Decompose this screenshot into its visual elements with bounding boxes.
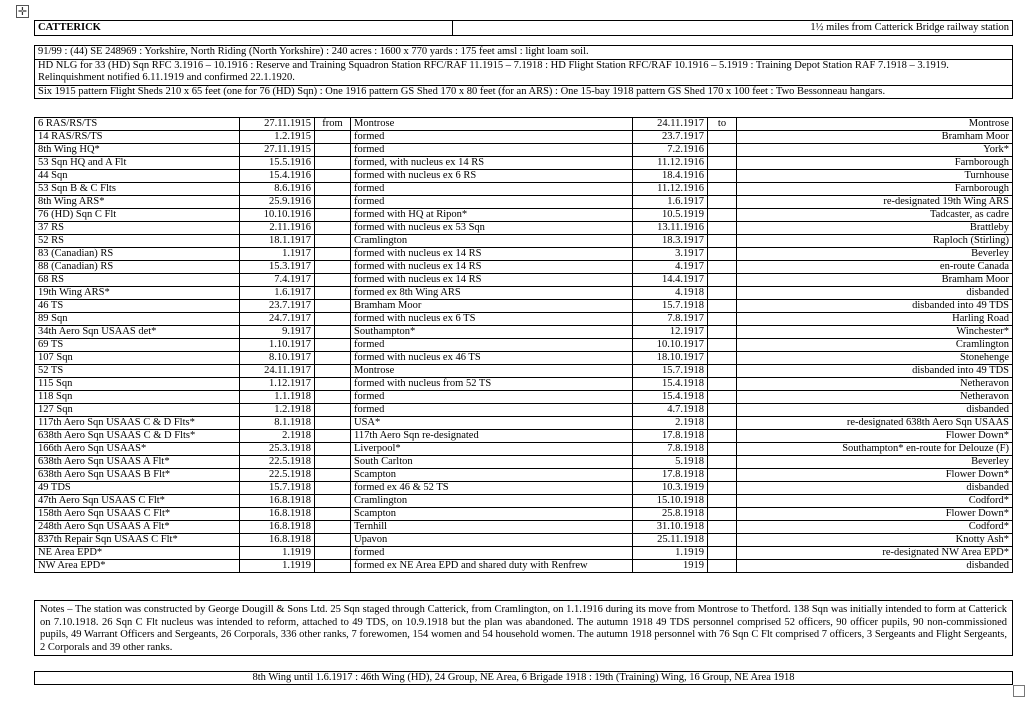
arrived-date-cell: 1.12.1917 bbox=[240, 378, 315, 391]
table-row bbox=[35, 365, 1013, 378]
to-label-cell bbox=[708, 404, 737, 417]
from-label-cell bbox=[315, 131, 351, 144]
source-cell: Liverpool* bbox=[351, 443, 633, 456]
destination-cell: Tadcaster, as cadre bbox=[737, 209, 1013, 222]
to-label-cell bbox=[708, 222, 737, 235]
destination-cell: Turnhouse bbox=[737, 170, 1013, 183]
destination-cell: disbanded bbox=[737, 482, 1013, 495]
table-row bbox=[35, 248, 1013, 261]
departed-date-cell: 17.8.1918 bbox=[633, 430, 708, 443]
table-row bbox=[35, 144, 1013, 157]
unit-cell: 83 (Canadian) RS bbox=[35, 248, 240, 261]
arrived-date-cell: 16.8.1918 bbox=[240, 521, 315, 534]
table-row bbox=[35, 261, 1013, 274]
table-row bbox=[35, 547, 1013, 560]
wing-group-history: 8th Wing until 1.6.1917 : 46th Wing (HD), 24 Group, NE Area, 6 Brigade 1918 : 19th (Training) Wing, 16 Group, NE Area 1918 bbox=[35, 672, 1013, 685]
departed-date-cell: 3.1917 bbox=[633, 248, 708, 261]
table-row bbox=[35, 391, 1013, 404]
from-label-cell bbox=[315, 287, 351, 300]
table-row bbox=[35, 287, 1013, 300]
source-cell: Scampton bbox=[351, 508, 633, 521]
unit-cell: 19th Wing ARS* bbox=[35, 287, 240, 300]
to-label-cell bbox=[708, 469, 737, 482]
departed-date-cell: 7.8.1918 bbox=[633, 443, 708, 456]
from-label-cell bbox=[315, 404, 351, 417]
unit-cell: 107 Sqn bbox=[35, 352, 240, 365]
from-label-cell bbox=[315, 235, 351, 248]
unit-cell: 14 RAS/RS/TS bbox=[35, 131, 240, 144]
to-label-cell: to bbox=[708, 118, 737, 131]
destination-cell: Southampton* en-route for Delouze (F) bbox=[737, 443, 1013, 456]
destination-cell: disbanded bbox=[737, 560, 1013, 573]
notes-text: Notes – The station was constructed by George Dougill & Sons Ltd. 25 Sqn staged through Catterick, from Cramlington, on 1.1.1916 during its move from Montrose to Thetford. 138 Sqn was initially intended to form at Catterick on 7.10.1918. 26 Sqn C Flt nucleus was intended to reform, attached to 49 TDS, on 10.9.1918 but the plan was abandoned. The autumn 1918 49 TDS personnel comprised 52 officers, 90 officer pupils, 90 non-commissioned pupils, 49 Warrant Officers and Sergeants, 26 Corporals, 336 other ranks, 7 forewomen, 154 women and 54 household women. The autumn 1918 personnel with 76 Sqn C Flt comprised 7 officers, 3 Sergeants and Flight Sergeants, 2 Corporals and 39 other ranks. bbox=[35, 601, 1013, 656]
arrived-date-cell: 16.8.1918 bbox=[240, 508, 315, 521]
source-cell: formed bbox=[351, 183, 633, 196]
departed-date-cell: 4.1918 bbox=[633, 287, 708, 300]
source-cell: USA* bbox=[351, 417, 633, 430]
destination-cell: Farnborough bbox=[737, 157, 1013, 170]
table-row bbox=[35, 521, 1013, 534]
arrived-date-cell: 1.6.1917 bbox=[240, 287, 315, 300]
unit-cell: NW Area EPD* bbox=[35, 560, 240, 573]
table-move-handle-icon[interactable]: ✛ bbox=[17, 5, 28, 18]
arrived-date-cell: 9.1917 bbox=[240, 326, 315, 339]
unit-cell: 47th Aero Sqn USAAS C Flt* bbox=[35, 495, 240, 508]
departed-date-cell: 18.3.1917 bbox=[633, 235, 708, 248]
to-label-cell bbox=[708, 274, 737, 287]
table-row bbox=[35, 170, 1013, 183]
source-cell: formed with nucleus ex 14 RS bbox=[351, 261, 633, 274]
from-label-cell bbox=[315, 248, 351, 261]
unit-cell: 6 RAS/RS/TS bbox=[35, 118, 240, 131]
from-label-cell bbox=[315, 417, 351, 430]
source-cell: Ternhill bbox=[351, 521, 633, 534]
arrived-date-cell: 10.10.1916 bbox=[240, 209, 315, 222]
arrived-date-cell: 24.7.1917 bbox=[240, 313, 315, 326]
arrived-date-cell: 8.1.1918 bbox=[240, 417, 315, 430]
arrived-date-cell: 24.11.1917 bbox=[240, 365, 315, 378]
table-row bbox=[35, 560, 1013, 573]
departed-date-cell: 25.8.1918 bbox=[633, 508, 708, 521]
table-row bbox=[35, 443, 1013, 456]
from-label-cell bbox=[315, 222, 351, 235]
source-cell: Cramlington bbox=[351, 235, 633, 248]
departed-date-cell: 10.3.1919 bbox=[633, 482, 708, 495]
departed-date-cell: 18.4.1916 bbox=[633, 170, 708, 183]
source-cell: Bramham Moor bbox=[351, 300, 633, 313]
destination-cell: Codford* bbox=[737, 521, 1013, 534]
table-row bbox=[35, 196, 1013, 209]
source-cell: formed with nucleus ex 14 RS bbox=[351, 248, 633, 261]
arrived-date-cell: 1.1917 bbox=[240, 248, 315, 261]
table-resize-handle-icon[interactable] bbox=[1013, 685, 1025, 697]
to-label-cell bbox=[708, 417, 737, 430]
destination-cell: disbanded into 49 TDS bbox=[737, 365, 1013, 378]
table-row bbox=[35, 534, 1013, 547]
destination-cell: Beverley bbox=[737, 456, 1013, 469]
unit-cell: 248th Aero Sqn USAAS A Flt* bbox=[35, 521, 240, 534]
header-table bbox=[34, 20, 1013, 36]
table-row bbox=[35, 508, 1013, 521]
destination-cell: Flower Down* bbox=[737, 469, 1013, 482]
from-label-cell bbox=[315, 144, 351, 157]
source-cell: Montrose bbox=[351, 118, 633, 131]
source-cell: formed bbox=[351, 131, 633, 144]
table-row bbox=[35, 352, 1013, 365]
departed-date-cell: 15.7.1918 bbox=[633, 365, 708, 378]
unit-cell: 53 Sqn HQ and A Flt bbox=[35, 157, 240, 170]
station-role-line: HD NLG for 33 (HD) Sqn RFC 3.1916 – 10.1916 : Reserve and Training Squadron Station RFC/RAF 11.1915 – 7.1918 : HD Flight Station RFC/RAF 10.1916 – 5.1919 : Training Depot Station RAF 7.1918 – 3.1919. Relinquishment notified 6.11.1919 and confirmed 22.1.1920. bbox=[35, 59, 1013, 85]
from-label-cell bbox=[315, 443, 351, 456]
from-label-cell bbox=[315, 482, 351, 495]
from-label-cell bbox=[315, 339, 351, 352]
to-label-cell bbox=[708, 391, 737, 404]
source-cell: formed with HQ at Ripon* bbox=[351, 209, 633, 222]
departed-date-cell: 11.12.1916 bbox=[633, 183, 708, 196]
table-row bbox=[35, 274, 1013, 287]
source-cell: formed ex 46 & 52 TS bbox=[351, 482, 633, 495]
destination-cell: en-route Canada bbox=[737, 261, 1013, 274]
arrived-date-cell: 1.1.1918 bbox=[240, 391, 315, 404]
to-label-cell bbox=[708, 157, 737, 170]
table-row bbox=[35, 482, 1013, 495]
unit-cell: 89 Sqn bbox=[35, 313, 240, 326]
from-label-cell bbox=[315, 430, 351, 443]
departed-date-cell: 4.1917 bbox=[633, 261, 708, 274]
from-label-cell bbox=[315, 378, 351, 391]
destination-cell: disbanded bbox=[737, 287, 1013, 300]
to-label-cell bbox=[708, 287, 737, 300]
departed-date-cell: 1.1919 bbox=[633, 547, 708, 560]
departed-date-cell: 15.4.1918 bbox=[633, 391, 708, 404]
table-row bbox=[35, 404, 1013, 417]
arrived-date-cell: 25.9.1916 bbox=[240, 196, 315, 209]
destination-cell: disbanded bbox=[737, 404, 1013, 417]
destination-cell: Bramham Moor bbox=[737, 131, 1013, 144]
source-cell: formed bbox=[351, 404, 633, 417]
arrived-date-cell: 1.2.1915 bbox=[240, 131, 315, 144]
destination-cell: disbanded into 49 TDS bbox=[737, 300, 1013, 313]
table-row bbox=[35, 339, 1013, 352]
table-row bbox=[35, 430, 1013, 443]
grid-reference-line: 91/99 : (44) SE 248969 : Yorkshire, North Riding (North Yorkshire) : 240 acres : 1600 x 770 yards : 175 feet amsl : light loam soil. bbox=[35, 46, 1013, 60]
from-label-cell bbox=[315, 313, 351, 326]
unit-cell: 8th Wing HQ* bbox=[35, 144, 240, 157]
source-cell: Cramlington bbox=[351, 495, 633, 508]
arrived-date-cell: 8.6.1916 bbox=[240, 183, 315, 196]
departed-date-cell: 2.1918 bbox=[633, 417, 708, 430]
to-label-cell bbox=[708, 170, 737, 183]
source-cell: Upavon bbox=[351, 534, 633, 547]
arrived-date-cell: 7.4.1917 bbox=[240, 274, 315, 287]
arrived-date-cell: 15.5.1916 bbox=[240, 157, 315, 170]
departed-date-cell: 23.7.1917 bbox=[633, 131, 708, 144]
from-label-cell bbox=[315, 547, 351, 560]
from-label-cell bbox=[315, 391, 351, 404]
unit-cell: 837th Repair Sqn USAAS C Flt* bbox=[35, 534, 240, 547]
source-cell: formed with nucleus ex 6 RS bbox=[351, 170, 633, 183]
from-label-cell bbox=[315, 300, 351, 313]
departed-date-cell: 15.7.1918 bbox=[633, 300, 708, 313]
arrived-date-cell: 15.3.1917 bbox=[240, 261, 315, 274]
from-label-cell bbox=[315, 196, 351, 209]
unit-cell: 88 (Canadian) RS bbox=[35, 261, 240, 274]
destination-cell: Stonehenge bbox=[737, 352, 1013, 365]
departed-date-cell: 15.4.1918 bbox=[633, 378, 708, 391]
departed-date-cell: 1.6.1917 bbox=[633, 196, 708, 209]
from-label-cell bbox=[315, 469, 351, 482]
destination-cell: re-designated 638th Aero Sqn USAAS bbox=[737, 417, 1013, 430]
source-cell: formed with nucleus ex 53 Sqn bbox=[351, 222, 633, 235]
unit-cell: 115 Sqn bbox=[35, 378, 240, 391]
source-cell: formed bbox=[351, 339, 633, 352]
from-label-cell bbox=[315, 534, 351, 547]
destination-cell: Netheravon bbox=[737, 391, 1013, 404]
to-label-cell bbox=[708, 443, 737, 456]
arrived-date-cell: 1.1919 bbox=[240, 560, 315, 573]
destination-cell: Codford* bbox=[737, 495, 1013, 508]
departed-date-cell: 14.4.1917 bbox=[633, 274, 708, 287]
unit-cell: 166th Aero Sqn USAAS* bbox=[35, 443, 240, 456]
notes-table bbox=[34, 600, 1013, 656]
to-label-cell bbox=[708, 183, 737, 196]
unit-cell: 8th Wing ARS* bbox=[35, 196, 240, 209]
to-label-cell bbox=[708, 430, 737, 443]
departed-date-cell: 7.8.1917 bbox=[633, 313, 708, 326]
table-row bbox=[35, 456, 1013, 469]
departed-date-cell: 11.12.1916 bbox=[633, 157, 708, 170]
from-label-cell bbox=[315, 326, 351, 339]
unit-cell: 46 TS bbox=[35, 300, 240, 313]
to-label-cell bbox=[708, 261, 737, 274]
to-label-cell bbox=[708, 144, 737, 157]
arrived-date-cell: 1.2.1918 bbox=[240, 404, 315, 417]
table-row bbox=[35, 378, 1013, 391]
unit-cell: 76 (HD) Sqn C Flt bbox=[35, 209, 240, 222]
station-info-table bbox=[34, 45, 1013, 99]
source-cell: formed with nucleus from 52 TS bbox=[351, 378, 633, 391]
departed-date-cell: 12.1917 bbox=[633, 326, 708, 339]
arrived-date-cell: 1.1919 bbox=[240, 547, 315, 560]
from-label-cell bbox=[315, 521, 351, 534]
destination-cell: Raploch (Stirling) bbox=[737, 235, 1013, 248]
to-label-cell bbox=[708, 248, 737, 261]
unit-cell: NE Area EPD* bbox=[35, 547, 240, 560]
to-label-cell bbox=[708, 521, 737, 534]
unit-cell: 158th Aero Sqn USAAS C Flt* bbox=[35, 508, 240, 521]
to-label-cell bbox=[708, 313, 737, 326]
departed-date-cell: 4.7.1918 bbox=[633, 404, 708, 417]
source-cell: formed with nucleus ex 14 RS bbox=[351, 274, 633, 287]
source-cell: formed ex NE Area EPD and shared duty with Renfrew bbox=[351, 560, 633, 573]
arrived-date-cell: 27.11.1915 bbox=[240, 118, 315, 131]
departed-date-cell: 25.11.1918 bbox=[633, 534, 708, 547]
to-label-cell bbox=[708, 547, 737, 560]
table-row bbox=[35, 183, 1013, 196]
table-row bbox=[35, 131, 1013, 144]
source-cell: formed with nucleus ex 46 TS bbox=[351, 352, 633, 365]
arrived-date-cell: 16.8.1918 bbox=[240, 495, 315, 508]
unit-cell: 53 Sqn B & C Flts bbox=[35, 183, 240, 196]
from-label-cell bbox=[315, 209, 351, 222]
table-row bbox=[35, 417, 1013, 430]
to-label-cell bbox=[708, 560, 737, 573]
destination-cell: Harling Road bbox=[737, 313, 1013, 326]
departed-date-cell: 10.5.1919 bbox=[633, 209, 708, 222]
to-label-cell bbox=[708, 378, 737, 391]
unit-cell: 68 RS bbox=[35, 274, 240, 287]
source-cell: formed bbox=[351, 196, 633, 209]
source-cell: formed with nucleus ex 6 TS bbox=[351, 313, 633, 326]
destination-cell: Knotty Ash* bbox=[737, 534, 1013, 547]
arrived-date-cell: 16.8.1918 bbox=[240, 534, 315, 547]
arrived-date-cell: 2.11.1916 bbox=[240, 222, 315, 235]
arrived-date-cell: 22.5.1918 bbox=[240, 456, 315, 469]
departed-date-cell: 10.10.1917 bbox=[633, 339, 708, 352]
from-label-cell bbox=[315, 508, 351, 521]
source-cell: South Carlton bbox=[351, 456, 633, 469]
source-cell: Scampton bbox=[351, 469, 633, 482]
source-cell: Montrose bbox=[351, 365, 633, 378]
to-label-cell bbox=[708, 365, 737, 378]
unit-cell: 52 RS bbox=[35, 235, 240, 248]
unit-cell: 69 TS bbox=[35, 339, 240, 352]
station-location: 1½ miles from Catterick Bridge railway station bbox=[453, 21, 1013, 36]
table-row bbox=[35, 469, 1013, 482]
destination-cell: Montrose bbox=[737, 118, 1013, 131]
from-label-cell bbox=[315, 456, 351, 469]
destination-cell: Beverley bbox=[737, 248, 1013, 261]
hangars-line: Six 1915 pattern Flight Sheds 210 x 65 feet (one for 76 (HD) Sqn) : One 1916 pattern GS Shed 170 x 80 feet (for an ARS) : One 15-bay 1918 pattern GS Shed 170 x 100 feet : Two Bessonneau hangars. bbox=[35, 85, 1013, 99]
arrived-date-cell: 22.5.1918 bbox=[240, 469, 315, 482]
table-row bbox=[35, 313, 1013, 326]
table-row bbox=[35, 235, 1013, 248]
source-cell: formed ex 8th Wing ARS bbox=[351, 287, 633, 300]
source-cell: formed bbox=[351, 144, 633, 157]
from-label-cell: from bbox=[315, 118, 351, 131]
source-cell: formed, with nucleus ex 14 RS bbox=[351, 157, 633, 170]
destination-cell: Brattleby bbox=[737, 222, 1013, 235]
table-row bbox=[35, 157, 1013, 170]
departed-date-cell: 15.10.1918 bbox=[633, 495, 708, 508]
destination-cell: Flower Down* bbox=[737, 430, 1013, 443]
departed-date-cell: 31.10.1918 bbox=[633, 521, 708, 534]
arrived-date-cell: 25.3.1918 bbox=[240, 443, 315, 456]
to-label-cell bbox=[708, 495, 737, 508]
to-label-cell bbox=[708, 300, 737, 313]
unit-cell: 127 Sqn bbox=[35, 404, 240, 417]
destination-cell: re-designated 19th Wing ARS bbox=[737, 196, 1013, 209]
arrived-date-cell: 15.7.1918 bbox=[240, 482, 315, 495]
arrived-date-cell: 23.7.1917 bbox=[240, 300, 315, 313]
from-label-cell bbox=[315, 183, 351, 196]
table-row bbox=[35, 300, 1013, 313]
destination-cell: York* bbox=[737, 144, 1013, 157]
destination-cell: Cramlington bbox=[737, 339, 1013, 352]
from-label-cell bbox=[315, 365, 351, 378]
from-label-cell bbox=[315, 261, 351, 274]
unit-cell: 638th Aero Sqn USAAS A Flt* bbox=[35, 456, 240, 469]
to-label-cell bbox=[708, 508, 737, 521]
arrived-date-cell: 2.1918 bbox=[240, 430, 315, 443]
from-label-cell bbox=[315, 170, 351, 183]
destination-cell: Flower Down* bbox=[737, 508, 1013, 521]
unit-cell: 44 Sqn bbox=[35, 170, 240, 183]
unit-cell: 49 TDS bbox=[35, 482, 240, 495]
arrived-date-cell: 27.11.1915 bbox=[240, 144, 315, 157]
departed-date-cell: 1919 bbox=[633, 560, 708, 573]
unit-cell: 118 Sqn bbox=[35, 391, 240, 404]
to-label-cell bbox=[708, 326, 737, 339]
departed-date-cell: 5.1918 bbox=[633, 456, 708, 469]
to-label-cell bbox=[708, 196, 737, 209]
destination-cell: Bramham Moor bbox=[737, 274, 1013, 287]
source-cell: formed bbox=[351, 391, 633, 404]
source-cell: 117th Aero Sqn re-designated bbox=[351, 430, 633, 443]
to-label-cell bbox=[708, 339, 737, 352]
unit-cell: 638th Aero Sqn USAAS B Flt* bbox=[35, 469, 240, 482]
table-row bbox=[35, 495, 1013, 508]
unit-cell: 117th Aero Sqn USAAS C & D Flts* bbox=[35, 417, 240, 430]
from-label-cell bbox=[315, 495, 351, 508]
table-row bbox=[35, 222, 1013, 235]
departed-date-cell: 13.11.1916 bbox=[633, 222, 708, 235]
to-label-cell bbox=[708, 131, 737, 144]
departed-date-cell: 24.11.1917 bbox=[633, 118, 708, 131]
from-label-cell bbox=[315, 352, 351, 365]
unit-cell: 638th Aero Sqn USAAS C & D Flts* bbox=[35, 430, 240, 443]
table-row bbox=[35, 118, 1013, 131]
from-label-cell bbox=[315, 560, 351, 573]
departed-date-cell: 18.10.1917 bbox=[633, 352, 708, 365]
unit-cell: 34th Aero Sqn USAAS det* bbox=[35, 326, 240, 339]
from-label-cell bbox=[315, 157, 351, 170]
table-row bbox=[35, 209, 1013, 222]
to-label-cell bbox=[708, 482, 737, 495]
to-label-cell bbox=[708, 456, 737, 469]
destination-cell: Netheravon bbox=[737, 378, 1013, 391]
destination-cell: Farnborough bbox=[737, 183, 1013, 196]
station-name: CATTERICK bbox=[35, 21, 453, 36]
arrived-date-cell: 1.10.1917 bbox=[240, 339, 315, 352]
from-label-cell bbox=[315, 274, 351, 287]
source-cell: formed bbox=[351, 547, 633, 560]
to-label-cell bbox=[708, 209, 737, 222]
source-cell: Southampton* bbox=[351, 326, 633, 339]
to-label-cell bbox=[708, 352, 737, 365]
to-label-cell bbox=[708, 235, 737, 248]
arrived-date-cell: 18.1.1917 bbox=[240, 235, 315, 248]
destination-cell: Winchester* bbox=[737, 326, 1013, 339]
departed-date-cell: 7.2.1916 bbox=[633, 144, 708, 157]
unit-cell: 37 RS bbox=[35, 222, 240, 235]
unit-cell: 52 TS bbox=[35, 365, 240, 378]
destination-cell: re-designated NW Area EPD* bbox=[737, 547, 1013, 560]
to-label-cell bbox=[708, 534, 737, 547]
units-table bbox=[34, 117, 1013, 573]
arrived-date-cell: 8.10.1917 bbox=[240, 352, 315, 365]
table-row bbox=[35, 326, 1013, 339]
departed-date-cell: 17.8.1918 bbox=[633, 469, 708, 482]
footer-table bbox=[34, 671, 1013, 685]
arrived-date-cell: 15.4.1916 bbox=[240, 170, 315, 183]
